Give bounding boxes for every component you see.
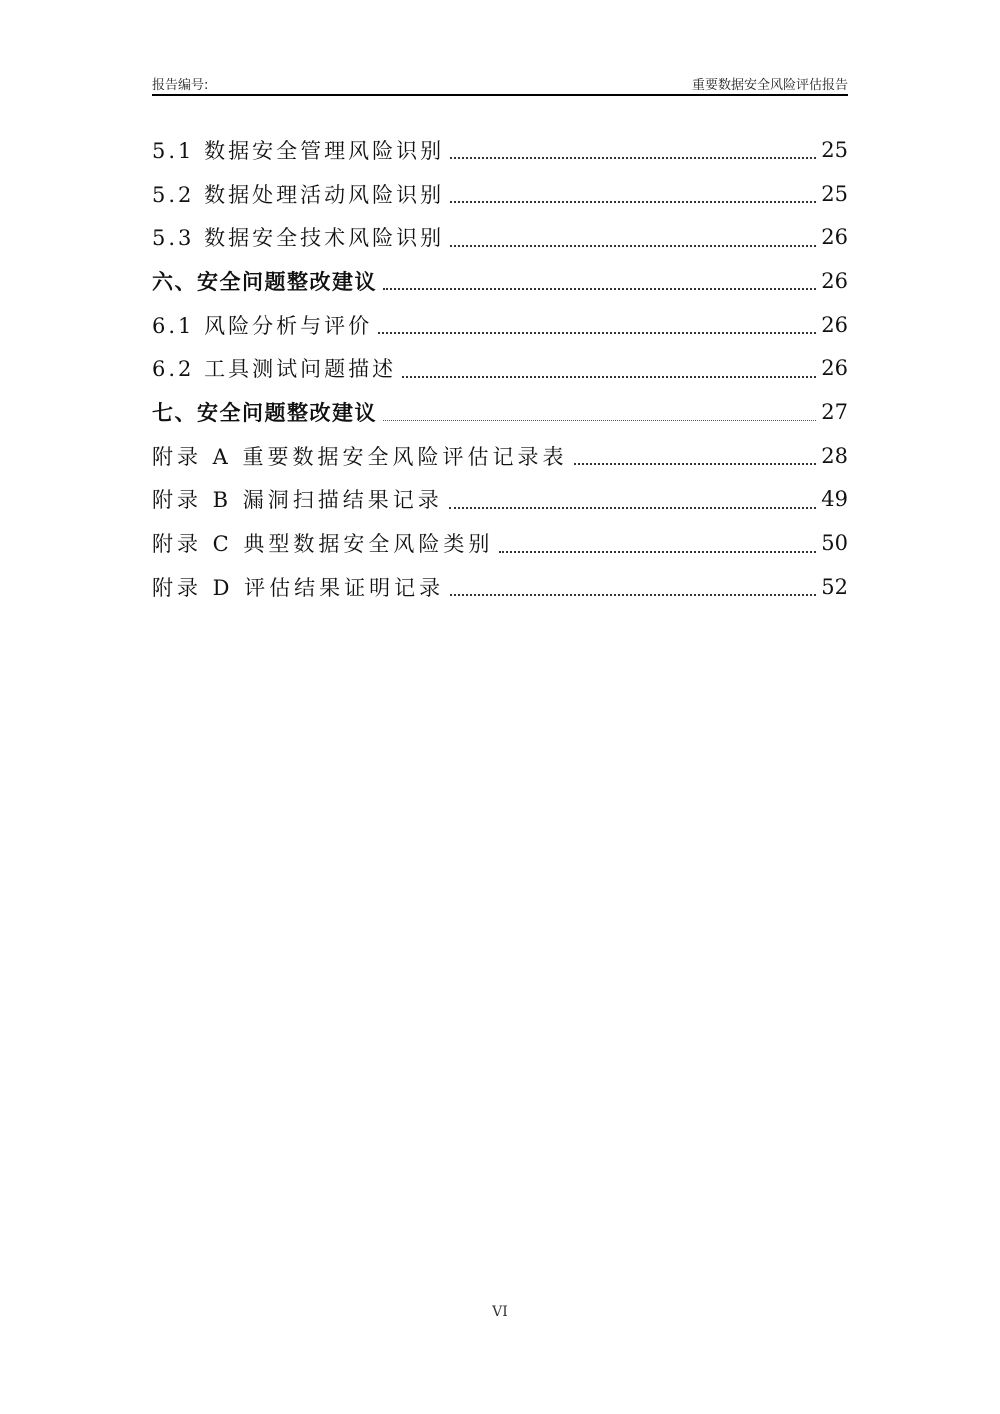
toc-entry-page: 27	[821, 399, 848, 424]
toc-entry-title: 5.1 数据安全管理风险识别	[152, 138, 445, 163]
toc-dot-leader	[574, 462, 816, 465]
toc-entry-title: 附录 A 重要数据安全风险评估记录表	[152, 444, 568, 469]
toc-dot-leader	[383, 419, 816, 421]
toc-entry-title: 六、安全问题整改建议	[152, 269, 377, 294]
toc-dot-leader	[450, 200, 816, 203]
page-footer	[0, 1304, 1000, 1320]
toc-entry-title: 6.2 工具测试问题描述	[152, 357, 397, 382]
toc-entry-title: 附录 C 典型数据安全风险类别	[152, 532, 494, 557]
table-of-contents	[152, 128, 848, 609]
toc-entry-page: 25	[821, 137, 848, 162]
page-number: VI	[492, 1304, 508, 1320]
toc-dot-leader	[378, 331, 816, 334]
toc-appendix-entry[interactable]	[152, 478, 848, 522]
toc-dot-leader	[450, 593, 816, 596]
toc-entry[interactable]	[152, 346, 848, 390]
toc-entry-page: 49	[821, 487, 848, 512]
toc-entry[interactable]	[152, 172, 848, 216]
toc-entry-page: 25	[821, 181, 848, 206]
toc-entry-title: 5.2 数据处理活动风险识别	[152, 182, 445, 207]
toc-entry-title: 6.1 风险分析与评价	[152, 313, 373, 338]
toc-appendix-entry[interactable]	[152, 521, 848, 565]
toc-dot-leader	[450, 244, 816, 247]
toc-entry[interactable]	[152, 303, 848, 347]
report-number-label: 报告编号:	[152, 78, 209, 93]
report-title: 重要数据安全风险评估报告	[691, 78, 848, 93]
toc-dot-leader	[449, 506, 816, 509]
toc-entry-title: 附录 D 评估结果证明记录	[152, 575, 445, 600]
toc-entry[interactable]	[152, 128, 848, 172]
toc-entry-title: 5.3 数据安全技术风险识别	[152, 226, 445, 251]
toc-dot-leader	[499, 550, 816, 553]
toc-entry-page: 28	[821, 443, 848, 468]
toc-entry-title: 七、安全问题整改建议	[152, 400, 377, 425]
toc-entry-page: 26	[821, 225, 848, 250]
toc-appendix-entry[interactable]	[152, 565, 848, 609]
toc-entry-page: 50	[821, 531, 848, 556]
toc-entry[interactable]	[152, 215, 848, 259]
page-header	[152, 70, 848, 96]
toc-entry-page: 26	[821, 268, 848, 293]
toc-appendix-entry[interactable]	[152, 434, 848, 478]
toc-entry-page: 26	[821, 356, 848, 381]
toc-dot-leader	[402, 375, 816, 378]
toc-dot-leader	[383, 287, 816, 290]
toc-entry-page: 52	[821, 574, 848, 599]
toc-dot-leader	[450, 156, 816, 159]
toc-chapter-entry[interactable]	[152, 259, 848, 303]
toc-entry-page: 26	[821, 312, 848, 337]
toc-chapter-entry[interactable]	[152, 390, 848, 434]
toc-entry-title: 附录 B 漏洞扫描结果记录	[152, 488, 443, 513]
